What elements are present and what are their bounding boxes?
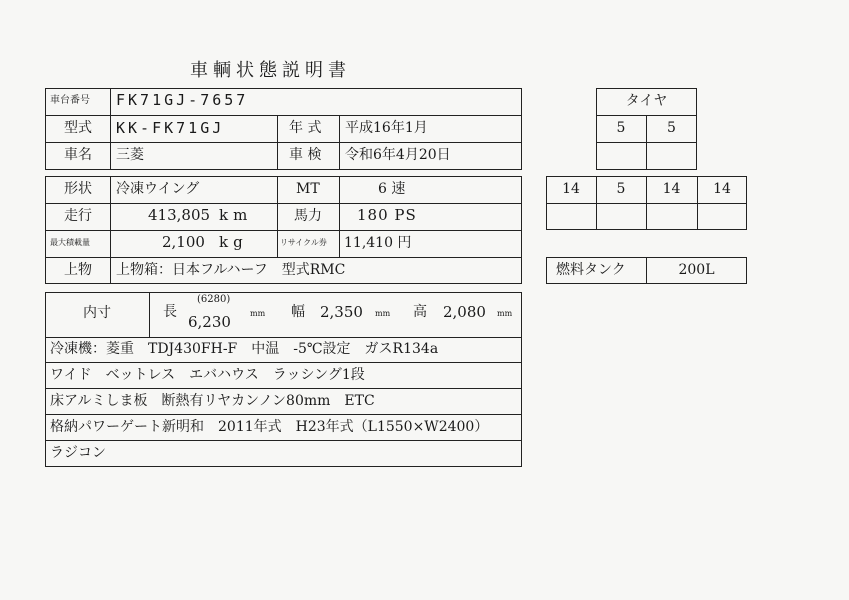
inspection-label: 車 検 [289,147,322,163]
front-tire-right-value: 5 [667,120,676,136]
max-load-unit: kg [219,233,248,251]
length-alt-value: (6280) [197,294,231,305]
mileage-unit: km [219,206,253,224]
page-title: 車輌状態説明書 [190,60,351,81]
dimensions-label: 内寸 [83,305,111,321]
note-power-gate: 格納パワーゲート新明和 2011年式 H23年式（L1550×W2400） [50,419,489,435]
length-value: 6,230 [188,313,231,331]
recycle-value: 11,410 円 [344,235,412,251]
maker-value: 三菱 [116,147,144,163]
power-value: 180 PS [357,206,417,224]
chassis-number-value: FK71GJ-7657 [116,91,249,109]
shape-value: 冷凍ウイング [116,181,200,197]
mt-value: 6 速 [378,181,406,197]
year-label: 年 式 [289,120,322,136]
year-value: 平成16年1月 [345,120,428,136]
fuel-tank-value: 200L [678,262,715,278]
mileage-value: 413,805 [148,206,211,224]
note-refrigerator: 冷凍機：菱重 TDJ430FH-F 中温 -5℃設定 ガスR134a [50,341,439,357]
recycle-label: リサイクル券 [280,238,327,247]
front-tire-left-value: 5 [616,120,626,136]
width-unit: mm [375,309,391,318]
model-label: 型式 [64,120,92,136]
height-value: 2,080 [443,303,486,321]
fuel-tank-label: 燃料タンク [556,262,626,278]
body-value: 上物箱：日本フルハーフ 型式RMC [116,262,346,278]
height-unit: mm [497,309,513,318]
rear-tire-1-value: 14 [562,181,580,197]
power-label: 馬力 [294,208,322,224]
width-label: 幅 [291,304,305,320]
inspection-value: 令和6年4月20日 [345,147,451,163]
tire-label: タイヤ [625,93,668,109]
width-value: 2,350 [320,303,363,321]
height-label: 高 [413,304,427,320]
mt-label: MT [296,181,320,197]
rear-tire-4-value: 14 [713,181,731,197]
body-label: 上物 [64,262,92,278]
model-value: KK-FK71GJ [116,119,225,137]
mileage-label: 走行 [64,208,92,224]
shape-label: 形状 [64,181,92,197]
length-label: 長 [163,304,177,320]
max-load-value: 2,100 [162,233,205,251]
note-radio-control: ラジコン [50,445,106,461]
rear-tire-3-value: 14 [662,181,681,197]
max-load-label: 最大積載量 [50,238,90,247]
note-body-options: ワイド ベットレス エバハウス ラッシング1段 [50,367,365,383]
rear-tire-2-value: 5 [616,181,626,197]
maker-label: 車名 [64,147,92,163]
chassis-number-label: 車台番号 [50,95,90,106]
note-floor: 床アルミしま板 断熱有リヤカンノン80mm ETC [50,393,375,409]
length-unit: mm [250,309,266,318]
